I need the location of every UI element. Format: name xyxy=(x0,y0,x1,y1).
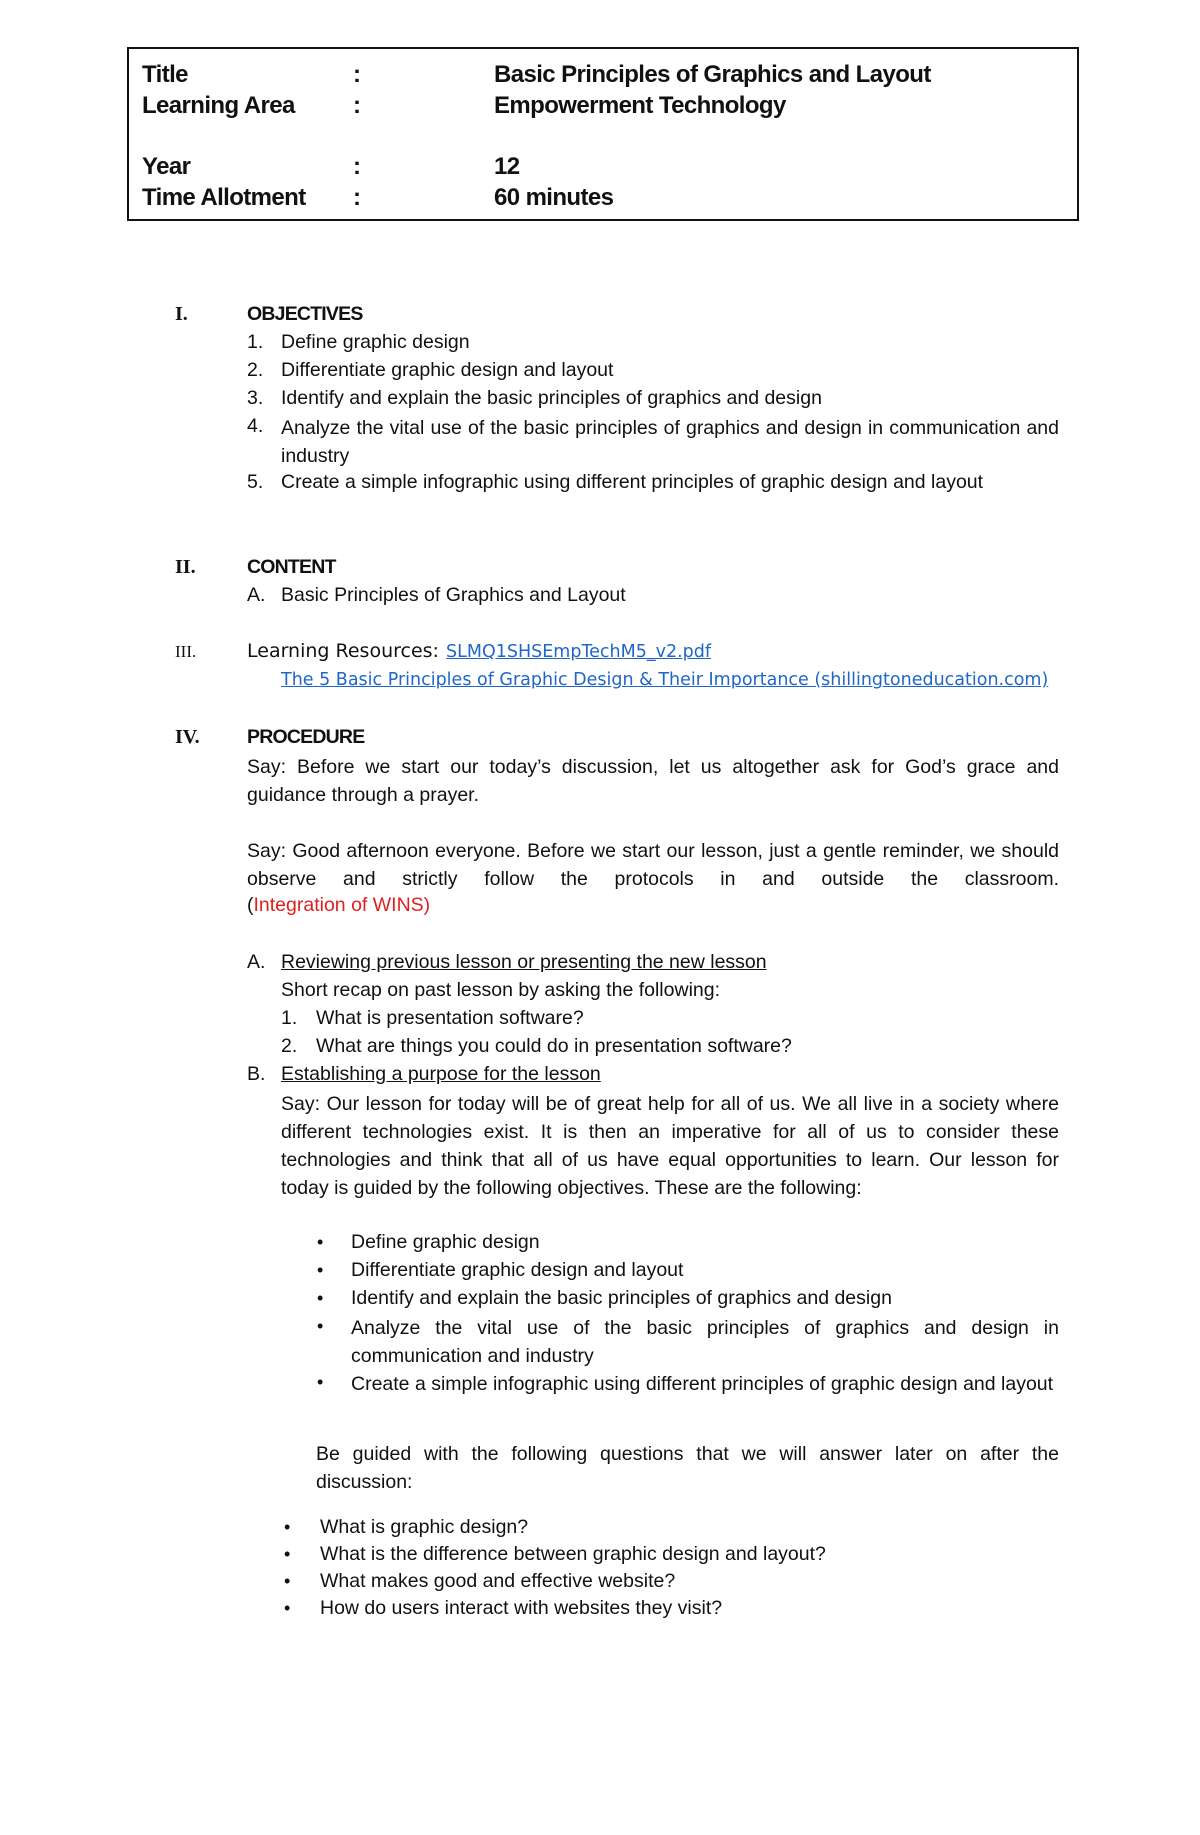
open-paren: ( xyxy=(247,894,254,916)
section-heading-procedure: PROCEDURE xyxy=(247,726,365,748)
step-title-purpose: Establishing a purpose for the lesson xyxy=(281,1063,601,1085)
purpose-bullet-item: Identify and explain the basic principles of graphics and design xyxy=(351,1287,892,1309)
content-item-marker: A. xyxy=(247,584,266,606)
resources-label: Learning Resources: xyxy=(247,640,439,662)
objective-item: Differentiate graphic design and layout xyxy=(281,359,614,381)
procedure-paragraph-prayer: Say: Before we start our today’s discussion, let us altogether ask for God’s grace and guidance through a prayer. xyxy=(247,756,1059,806)
section-heading-content: CONTENT xyxy=(247,556,336,578)
review-question-number: 1. xyxy=(281,1007,298,1029)
objective-number: 3. xyxy=(247,387,264,409)
header-row-year xyxy=(129,153,1077,183)
section-numeral: IV. xyxy=(175,726,200,748)
step-marker: B. xyxy=(247,1063,266,1085)
objective-number: 4. xyxy=(247,415,264,437)
review-question-number: 2. xyxy=(281,1035,298,1057)
bullet-marker: • xyxy=(284,1571,291,1591)
bullet-marker: • xyxy=(317,1232,324,1252)
integration-of-wins-note: Integration of WINS) xyxy=(253,894,431,916)
header-row-time-allotment xyxy=(129,184,1077,214)
guide-question: What is graphic design? xyxy=(320,1516,529,1538)
header-colon: : xyxy=(353,153,361,180)
objective-item: Create a simple infographic using different principles of graphic design and layout xyxy=(281,471,984,493)
procedure-reminder-note xyxy=(247,893,430,917)
objective-item: Define graphic design xyxy=(281,331,470,353)
bullet-marker: • xyxy=(317,1316,324,1336)
review-question: What is presentation software? xyxy=(316,1007,584,1029)
resource-link-pdf[interactable]: SLMQ1SHSEmpTechM5_v2.pdf xyxy=(446,642,712,662)
bullet-marker: • xyxy=(317,1260,324,1280)
bullet-marker: • xyxy=(317,1288,324,1308)
resource-link-shillington[interactable]: The 5 Basic Principles of Graphic Design & Their Importance (shillingtoneducation.com) xyxy=(281,670,1049,690)
header-value-year: 12 xyxy=(494,153,520,180)
header-colon: : xyxy=(353,184,361,211)
purpose-paragraph: Say: Our lesson for today will be of great help for all of us. We all live in a society where different technologies exist. It is then an imperative for all of us to consider these technologies and think that all of us have equal opportunities to learn. Our lesson for today is guided by the following objectives. These are the following: xyxy=(281,1093,1059,1199)
review-question: What are things you could do in presentation software? xyxy=(316,1035,792,1057)
header-value-title: Basic Principles of Graphics and Layout xyxy=(494,61,931,88)
step-title-review: Reviewing previous lesson or presenting the new lesson xyxy=(281,951,767,973)
header-label: Time Allotment xyxy=(142,184,306,211)
lesson-header-box xyxy=(127,47,1079,221)
header-label: Year xyxy=(142,153,191,180)
objective-number: 5. xyxy=(247,471,264,493)
bullet-marker: • xyxy=(284,1598,291,1618)
header-row-learning-area xyxy=(129,92,1077,122)
objective-number: 2. xyxy=(247,359,264,381)
section-heading-objectives: OBJECTIVES xyxy=(247,303,363,325)
guide-question: What makes good and effective website? xyxy=(320,1570,676,1592)
purpose-bullet-item: Create a simple infographic using different principles of graphic design and layout xyxy=(351,1373,1054,1395)
header-colon: : xyxy=(353,61,361,88)
guide-question: How do users interact with websites they visit? xyxy=(320,1597,723,1619)
section-numeral: I. xyxy=(175,303,188,325)
header-row-title xyxy=(129,61,1077,91)
guide-paragraph: Be guided with the following questions that we will answer later on after the discussion: xyxy=(316,1443,1059,1493)
header-value-time-allotment: 60 minutes xyxy=(494,184,614,211)
section-numeral: II. xyxy=(175,556,196,578)
bullet-marker: • xyxy=(284,1517,291,1537)
header-value-learning-area: Empowerment Technology xyxy=(494,92,786,119)
header-label: Learning Area xyxy=(142,92,295,119)
objective-item: Analyze the vital use of the basic principles of graphics and design in communication and industry xyxy=(281,417,1059,467)
guide-question: What is the difference between graphic design and layout? xyxy=(320,1543,826,1565)
header-label: Title xyxy=(142,61,188,88)
step-intro-review: Short recap on past lesson by asking the following: xyxy=(281,979,721,1001)
procedure-paragraph-reminder: Say: Good afternoon everyone. Before we start our lesson, just a gentle reminder, we should observe and strictly follow the protocols in and outside the classroom. xyxy=(247,840,1059,890)
content-item: Basic Principles of Graphics and Layout xyxy=(281,584,626,606)
step-marker: A. xyxy=(247,951,266,973)
purpose-bullet-item: Define graphic design xyxy=(351,1231,540,1253)
purpose-bullet-item: Analyze the vital use of the basic principles of graphics and design in communication and industry xyxy=(351,1317,1059,1367)
objective-number: 1. xyxy=(247,331,264,353)
section-numeral: III. xyxy=(175,642,197,661)
bullet-marker: • xyxy=(317,1372,324,1392)
header-colon: : xyxy=(353,92,361,119)
bullet-marker: • xyxy=(284,1544,291,1564)
purpose-bullet-item: Differentiate graphic design and layout xyxy=(351,1259,684,1281)
objective-item: Identify and explain the basic principles of graphics and design xyxy=(281,387,822,409)
